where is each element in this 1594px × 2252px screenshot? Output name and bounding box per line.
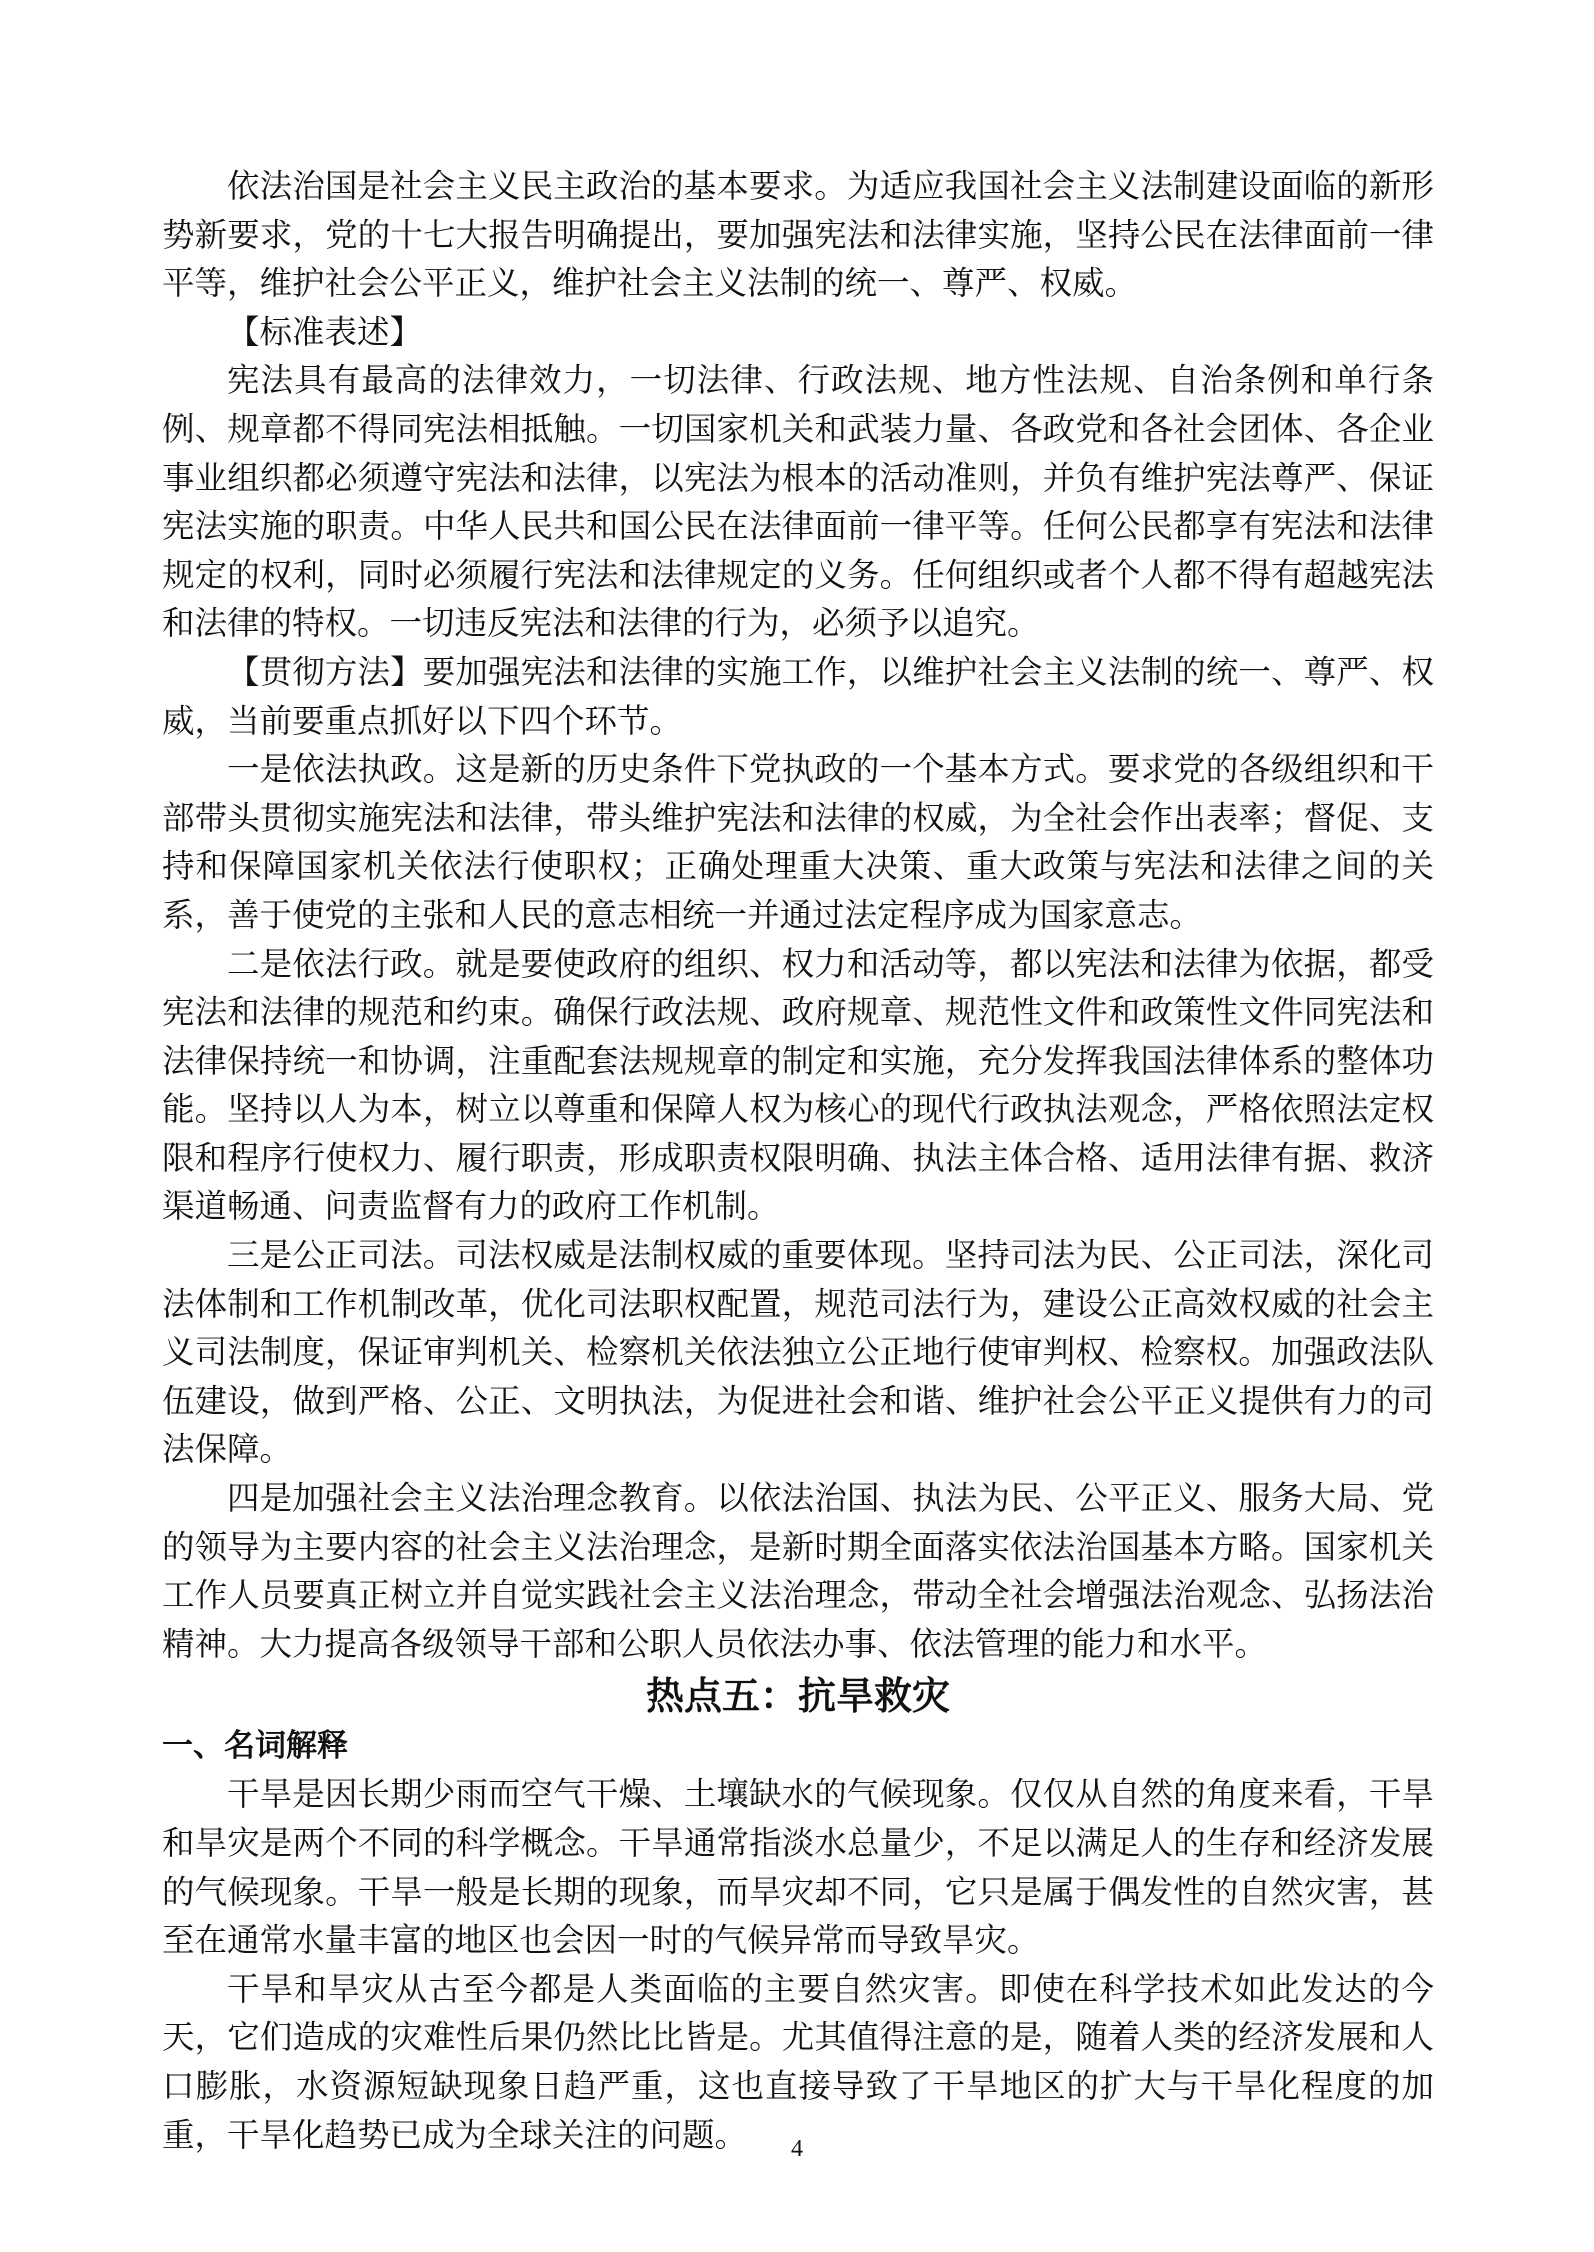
- section-title: 热点五：抗旱救灾: [645, 1674, 950, 1719]
- paragraph-standard-statement-label: 【标准表述】: [227, 312, 423, 351]
- paragraph-point-three: 三是公正司法。司法权威是法制权威的重要体现。坚持司法为民、公正司法，深化司法体制和工作机制改革，优化司法职权配置，规范司法行为，建设公正高效权威的社会主义司法制度，保证审判机关、检察机关依法独立公正地行使审判权、检察权。加强政法队伍建设，做到严格、公正、文明执法，为促进社会和谐、维护社会公平正义提供有力的司法保障。: [162, 1236, 1434, 1469]
- paragraph-drought-definition: 干旱是因长期少雨而空气干燥、土壤缺水的气候现象。仅仅从自然的角度来看，干旱和旱灾是两个不同的科学概念。干旱通常指淡水总量少，不足以满足人的生存和经济发展的气候现象。干旱一般是长期的现象，而旱灾却不同，它只是属于偶发性的自然灾害，甚至在通常水量丰富的地区也会因一时的气候异常而导致旱灾。: [162, 1775, 1434, 1960]
- page-number: 4: [791, 2136, 803, 2162]
- paragraph-point-two: 二是依法行政。就是要使政府的组织、权力和活动等，都以宪法和法律为依据，都受宪法和法律的规范和约束。确保行政法规、政府规章、规范性文件和政策性文件同宪法和法律保持统一和协调，注重配套法规规章的制定和实施，充分发挥我国法律体系的整体功能。坚持以人为本，树立以尊重和保障人权为核心的现代行政执法观念，严格依照法定权限和程序行使权力、履行职责，形成职责权限明确、执法主体合格、适用法律有据、救济渠道畅通、问责监督有力的政府工作机制。: [162, 944, 1434, 1226]
- paragraph-rule-of-law-intro: 依法治国是社会主义民主政治的基本要求。为适应我国社会主义法制建设面临的新形势新要求，党的十七大报告明确提出，要加强宪法和法律实施，坚持公民在法律面前一律平等，维护社会公平正义，维护社会主义法制的统一、尊严、权威。: [162, 167, 1434, 303]
- paragraph-point-four: 四是加强社会主义法治理念教育。以依法治国、执法为民、公平正义、服务大局、党的领导为主要内容的社会主义法治理念，是新时期全面落实依法治国基本方略。国家机关工作人员要真正树立并自觉实践社会主义法治理念，带动全社会增强法治观念、弘扬法治精神。大力提高各级领导干部和公职人员依法办事、依法管理的能力和水平。: [162, 1479, 1434, 1663]
- subsection-title: 一、名词解释: [162, 1728, 348, 1765]
- paragraph-implementation-method: 【贯彻方法】要加强宪法和法律的实施工作，以维护社会主义法制的统一、尊严、权威，当前要重点抓好以下四个环节。: [162, 652, 1434, 740]
- paragraph-point-one: 一是依法执政。这是新的历史条件下党执政的一个基本方式。要求党的各级组织和干部带头贯彻实施宪法和法律，带头维护宪法和法律的权威，为全社会作出表率；督促、支持和保障国家机关依法行使职权；正确处理重大决策、重大政策与宪法和法律之间的关系，善于使党的主张和人民的意志相统一并通过法定程序成为国家意志。: [162, 750, 1434, 934]
- paragraph-drought-history: 干旱和旱灾从古至今都是人类面临的主要自然灾害。即使在科学技术如此发达的今天，它们造成的灾难性后果仍然比比皆是。尤其值得注意的是，随着人类的经济发展和人口膨胀，水资源短缺现象日趋严重，这也直接导致了干旱地区的扩大与干旱化程度的加重，干旱化趋势已成为全球关注的问题。: [162, 1969, 1434, 2154]
- page-content: [162, 162, 1434, 2159]
- paragraph-constitution-statement: 宪法具有最高的法律效力，一切法律、行政法规、地方性法规、自治条例和单行条例、规章都不得同宪法相抵触。一切国家机关和武装力量、各政党和各社会团体、各企业事业组织都必须遵守宪法和法律，以宪法为根本的活动准则，并负有维护宪法尊严、保证宪法实施的职责。中华人民共和国公民在法律面前一律平等。任何公民都享有宪法和法律规定的权利，同时必须履行宪法和法律规定的义务。任何组织或者个人都不得有超越宪法和法律的特权。一切违反宪法和法律的行为，必须予以追究。: [162, 361, 1434, 643]
